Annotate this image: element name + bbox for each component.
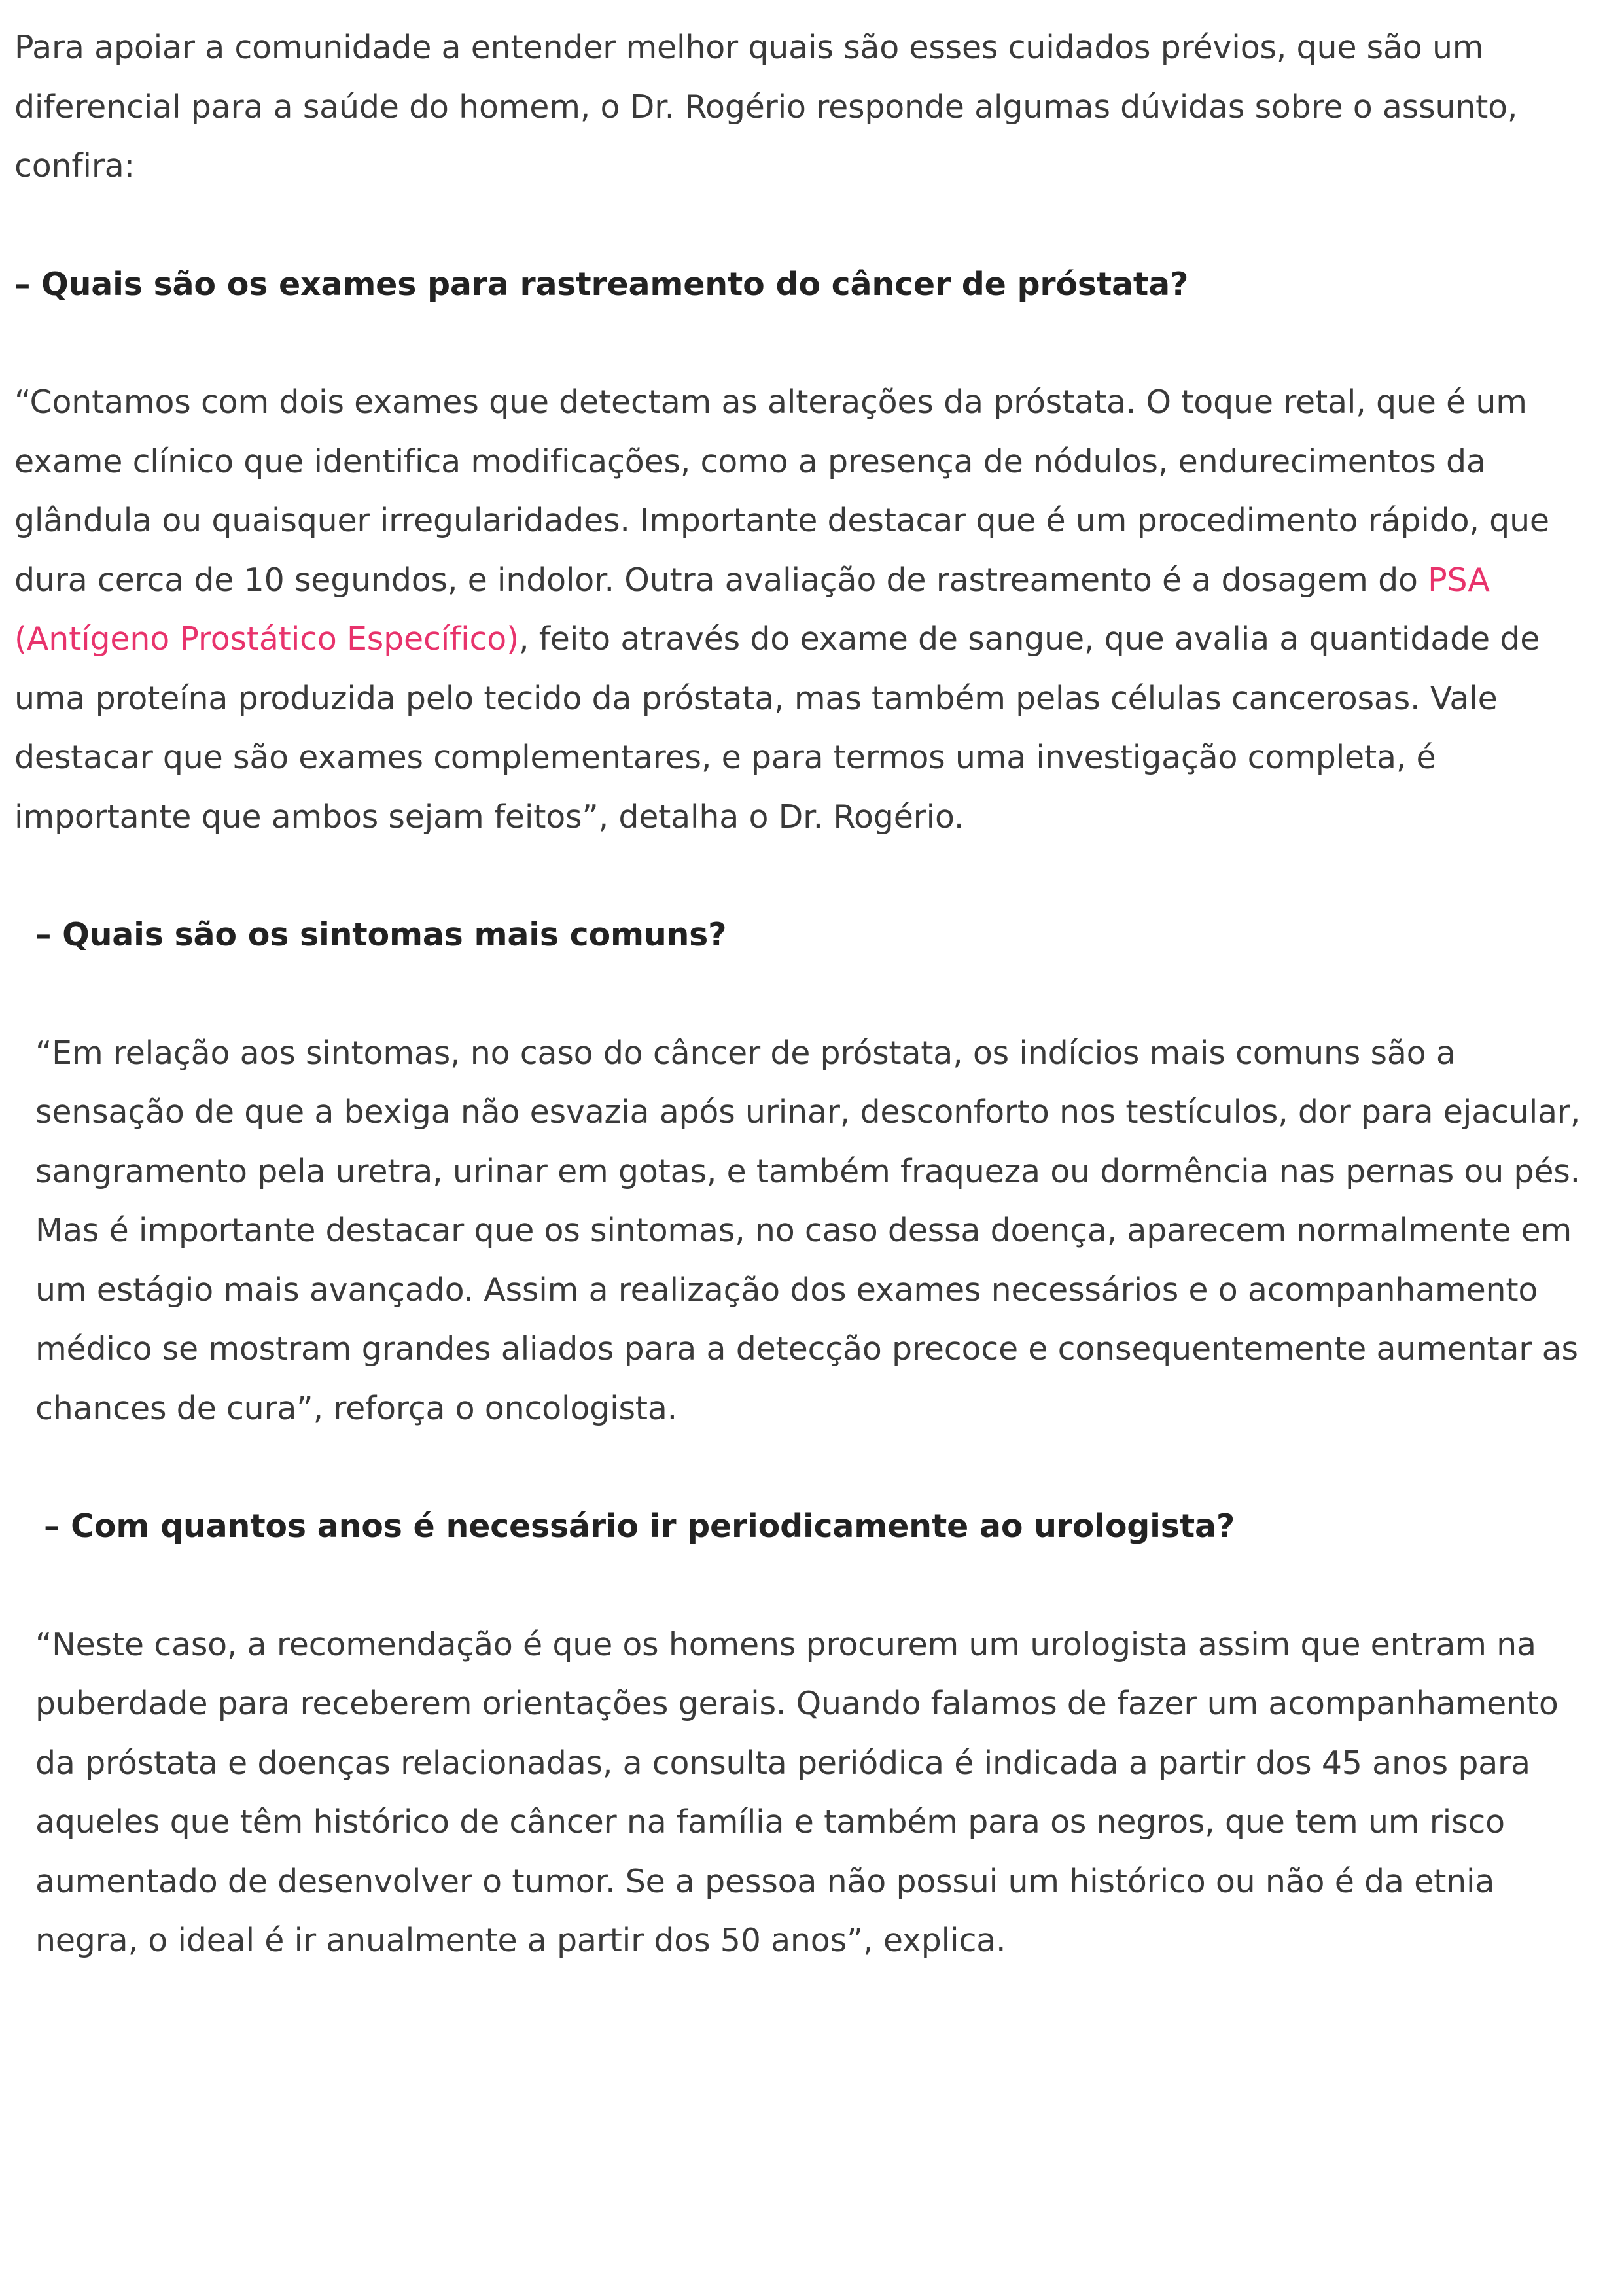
answer-exams-text-start: “Contamos com dois exames que detectam as alterações da próstata. O toque retal, que é um exame clínico que identifica modificações, como a presença de nódulos, endurecimentos da glândula ou quaisquer irregularidades. Importante destacar que é um procedimento rápido, que dura cerca de 10 segundos, e indolor. Outra avaliação de rastreamento é a dosagem do <box>14 383 1549 599</box>
article-body <box>14 18 1604 2030</box>
question-urologist-age-heading: – Com quantos anos é necessário ir periodicamente ao urologista? <box>44 1508 1235 1545</box>
question-exams-heading: – Quais são os exames para rastreamento do câncer de próstata? <box>14 265 1189 303</box>
answer-symptoms-paragraph: “Em relação aos sintomas, no caso do câncer de próstata, os indícios mais comuns são a sensação de que a bexiga não esvazia após urinar, desconforto nos testículos, dor para ejacular, sangramento pela uretra, urinar em gotas, e também fraqueza ou dormência nas pernas ou pés. Mas é importante destacar que os sintomas, no caso dessa doença, aparecem normalmente em um estágio mais avançado. Assim a realização dos exames necessários e o acompanhamento médico se mostram grandes aliados para a detecção precoce e consequentemente aumentar as chances de cura”, reforça o oncologista. <box>35 1034 1581 1427</box>
answer-exams-paragraph <box>14 373 1604 847</box>
question-symptoms-heading: – Quais são os sintomas mais comuns? <box>35 916 727 953</box>
intro-paragraph: Para apoiar a comunidade a entender melhor quais são esses cuidados prévios, que são um diferencial para a saúde do homem, o Dr. Rogério responde algumas dúvidas sobre o assunto, confira: <box>14 29 1518 185</box>
answer-exams-text-end: , feito através do exame de sangue, que avalia a quantidade de uma proteína produzida pelo tecido da próstata, mas também pelas células cancerosas. Vale destacar que são exames complementares, e para termos uma investigação completa, é importante que ambos sejam feitos”, detalha o Dr. Rogério. <box>14 620 1540 836</box>
psa-link[interactable]: PSA (Antígeno Prostático Específico) <box>14 561 1490 658</box>
answer-urologist-age-paragraph: “Neste caso, a recomendação é que os homens procurem um urologista assim que entram na puberdade para receberem orientações gerais. Quando falamos de fazer um acompanhamento da próstata e doenças relacionadas, a consulta periódica é indicada a partir dos 45 anos para aqueles que têm histórico de câncer na família e também para os negros, que tem um risco aumentado de desenvolver o tumor. Se a pessoa não possui um histórico ou não é da etnia negra, o ideal é ir anualmente a partir dos 50 anos”, explica. <box>35 1625 1559 1959</box>
